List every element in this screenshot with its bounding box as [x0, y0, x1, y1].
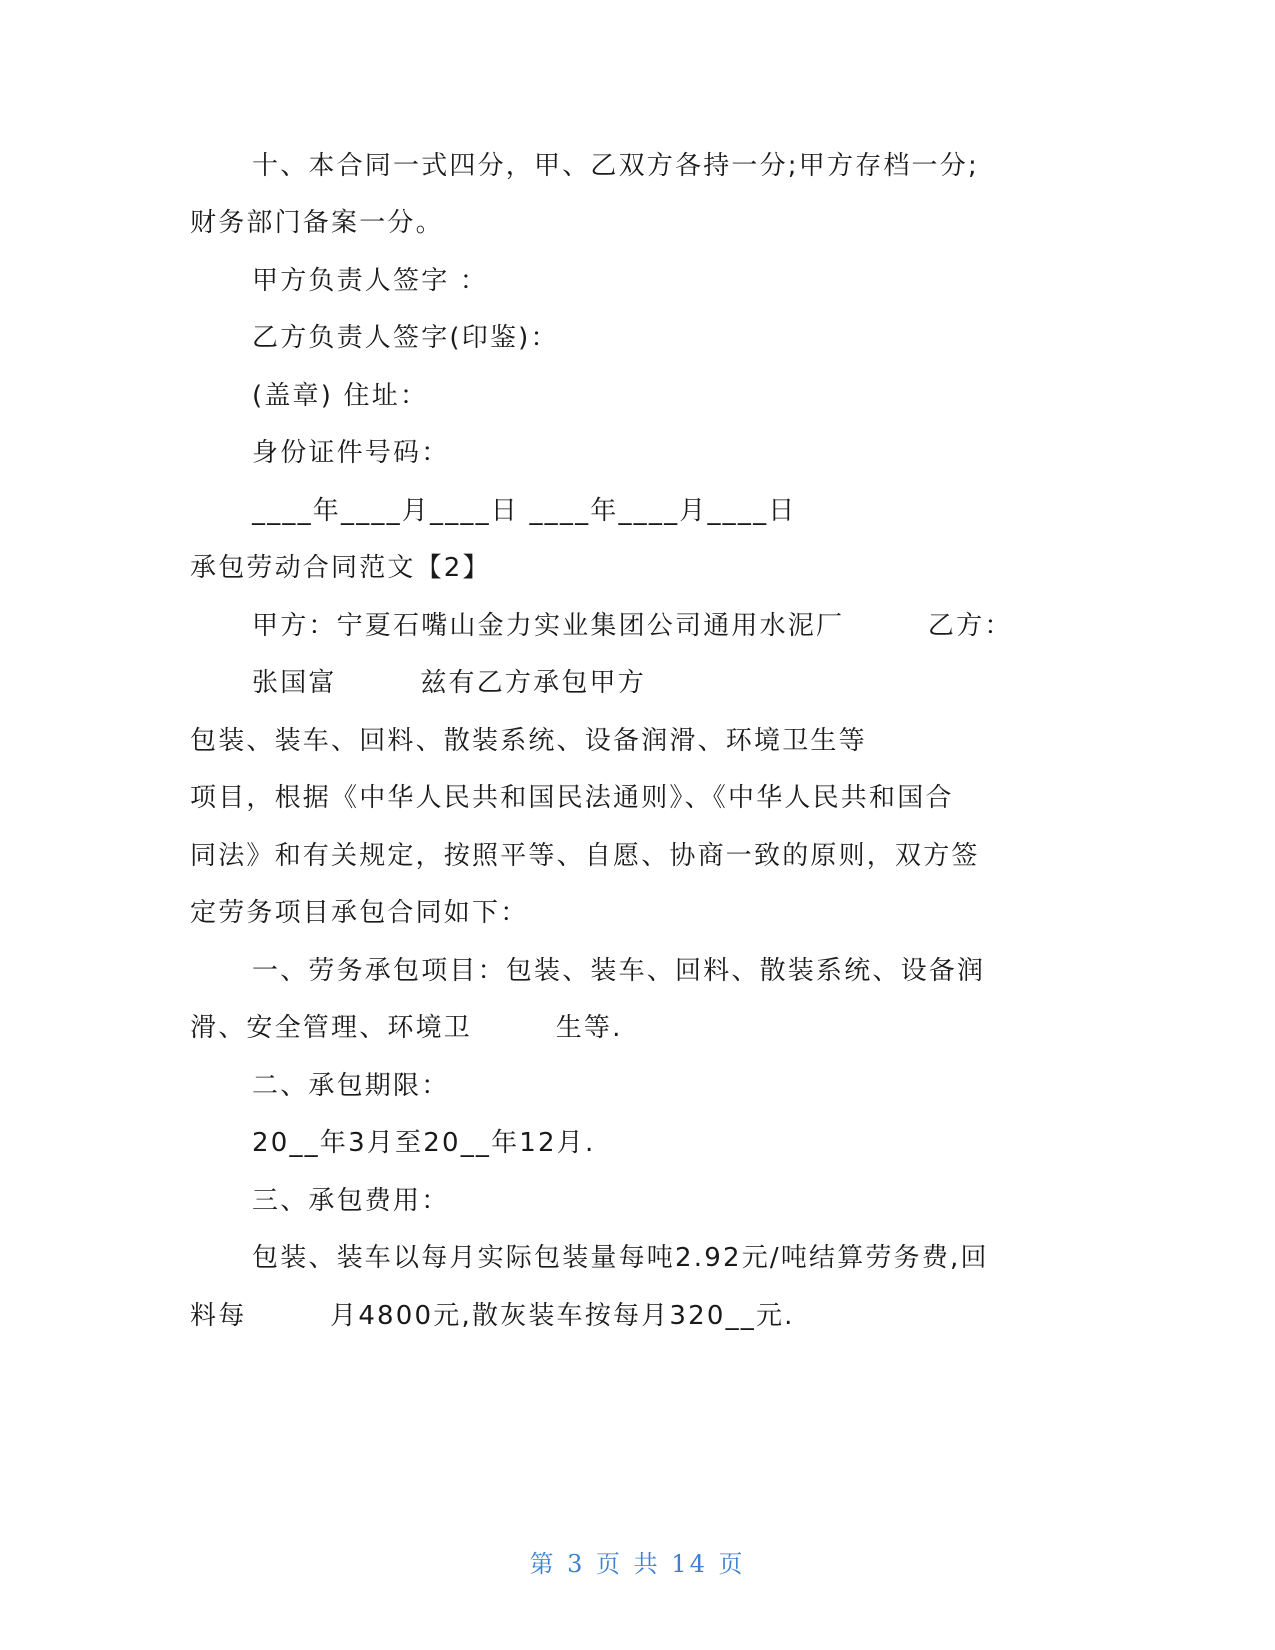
- section-heading: 承包劳动合同范文【2】: [190, 553, 491, 583]
- seal-address-line: (盖章) 住址：: [252, 381, 429, 411]
- clause-1-line-2: 滑、安全管理、环境卫 生等.: [190, 1013, 623, 1043]
- scope-line-1: 包装、装车、回料、散装系统、设备润滑、环境卫生等: [190, 726, 867, 756]
- clause-2-heading: 二、承包期限：: [252, 1071, 450, 1101]
- page-number-footer: 第 3 页 共 14 页: [529, 1550, 746, 1578]
- party-a-signature-line: 甲方负责人签字 ：: [252, 266, 489, 296]
- scope-line-4: 定劳务项目承包合同如下：: [190, 898, 529, 928]
- clause-10-line-1: 十、本合同一式四分，甲、乙双方各持一分;甲方存档一分;: [252, 151, 979, 181]
- clause-2-period: 20__年3月至20__年12月.: [252, 1128, 596, 1158]
- clause-3-line-1: 包装、装车以每月实际包装量每吨2.92元/吨结算劳务费,回: [252, 1243, 989, 1273]
- id-number-line: 身份证件号码：: [252, 438, 450, 468]
- clause-1-line-1: 一、劳务承包项目：包装、装车、回料、散装系统、设备润: [252, 956, 986, 986]
- scope-line-3: 同法》和有关规定，按照平等、自愿、协商一致的原则，双方签: [190, 841, 980, 871]
- date-line: ____年____月____日 ____年____月____日: [252, 496, 797, 526]
- parties-line-1: 甲方：宁夏石嘴山金力实业集团公司通用水泥厂 乙方：: [252, 611, 1013, 641]
- scope-line-2: 项目，根据《中华人民共和国民法通则》、《中华人民共和国合: [190, 783, 954, 813]
- clause-3-heading: 三、承包费用：: [252, 1186, 450, 1216]
- clause-10-line-2: 财务部门备案一分。: [190, 208, 444, 238]
- parties-line-2: 张国富 兹有乙方承包甲方: [252, 668, 646, 698]
- clause-3-line-2: 料每 月4800元,散灰装车按每月320__元.: [190, 1301, 795, 1331]
- party-b-signature-line: 乙方负责人签字(印鉴)：: [252, 323, 559, 353]
